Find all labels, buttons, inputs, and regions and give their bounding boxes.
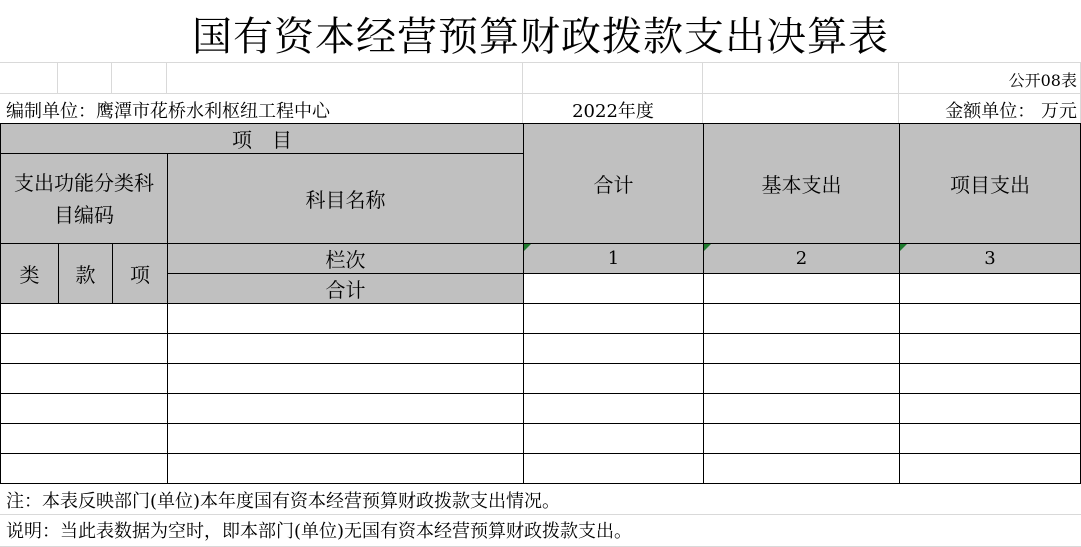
table-row-cell[interactable] <box>523 393 704 424</box>
table-row-cell[interactable] <box>167 303 524 334</box>
table-row-cell[interactable] <box>523 363 704 394</box>
table-row-cell[interactable] <box>0 423 168 454</box>
grid-cell <box>703 94 899 124</box>
amount-unit: 金额单位： 万元 <box>945 100 1077 122</box>
header-kuan: 款 <box>58 243 113 304</box>
table-row-cell[interactable] <box>703 393 900 424</box>
table-row-cell[interactable] <box>899 333 1081 364</box>
table-row-cell[interactable] <box>167 453 524 484</box>
note-line-2: 说明：当此表数据为空时，即本部门(单位)无国有资本经营预算财政拨款支出。 <box>6 521 633 542</box>
col-number-3-text: 3 <box>984 248 996 269</box>
header-project-expenditure: 项目支出 <box>899 123 1081 244</box>
table-row-cell[interactable] <box>0 363 168 394</box>
grid-cell <box>167 63 523 94</box>
table-row-cell[interactable] <box>523 453 704 484</box>
header-lei: 类 <box>0 243 59 304</box>
table-row-cell[interactable] <box>523 423 704 454</box>
table-row-cell[interactable] <box>703 423 900 454</box>
col-number-1-text: 1 <box>607 248 620 269</box>
grid-cell <box>58 63 112 94</box>
report-title: 国有资本经营预算财政拨款支出决算表 <box>192 13 889 60</box>
cell-marker-icon <box>524 244 531 251</box>
grid-cell <box>112 63 167 94</box>
cell-marker-icon <box>900 244 907 251</box>
compiling-unit-label: 编制单位： <box>6 100 96 122</box>
table-row-cell[interactable] <box>703 303 900 334</box>
table-row-cell[interactable] <box>899 393 1081 424</box>
header-project: 项 目 <box>0 123 524 154</box>
total-cell-3[interactable] <box>899 273 1081 304</box>
header-code-group: 支出功能分类科目编码 <box>0 153 168 244</box>
grid-cell <box>0 63 58 94</box>
table-row-cell[interactable] <box>0 453 168 484</box>
header-subject-name: 科目名称 <box>167 153 524 244</box>
table-row-cell[interactable] <box>703 333 900 364</box>
table-row-cell[interactable] <box>899 423 1081 454</box>
table-row-cell[interactable] <box>703 363 900 394</box>
total-cell-2[interactable] <box>703 273 900 304</box>
table-row-cell[interactable] <box>167 333 524 364</box>
cell-marker-icon <box>704 244 711 251</box>
note-line-1: 注：本表反映部门(单位)本年度国有资本经营预算财政拨款支出情况。 <box>6 491 561 512</box>
compiling-unit-name: 鹰潭市花桥水利枢纽工程中心 <box>96 100 330 122</box>
row-total-label: 合计 <box>167 273 524 304</box>
table-row-cell[interactable] <box>899 363 1081 394</box>
compiling-unit <box>6 95 521 124</box>
grid-cell <box>703 63 899 94</box>
table-row-cell[interactable] <box>167 423 524 454</box>
table-row-cell[interactable] <box>0 303 168 334</box>
header-xiang: 项 <box>112 243 168 304</box>
table-row-cell[interactable] <box>167 363 524 394</box>
header-basic-expenditure: 基本支出 <box>703 123 900 244</box>
total-cell-1[interactable] <box>523 273 704 304</box>
col-number-2-text: 2 <box>795 248 808 269</box>
grid-cell <box>523 63 703 94</box>
header-total: 合计 <box>523 123 704 244</box>
table-row-cell[interactable] <box>167 393 524 424</box>
table-row-cell[interactable] <box>0 393 168 424</box>
col-number-1 <box>523 243 704 274</box>
table-code: 公开08表 <box>1008 70 1077 90</box>
report-year: 2022年度 <box>572 100 654 122</box>
col-number-3 <box>899 243 1081 274</box>
table-row-cell[interactable] <box>899 453 1081 484</box>
table-row-cell[interactable] <box>703 453 900 484</box>
table-row-cell[interactable] <box>899 303 1081 334</box>
table-row-cell[interactable] <box>523 303 704 334</box>
row-lanci-label: 栏次 <box>167 243 524 274</box>
table-row-cell[interactable] <box>523 333 704 364</box>
col-number-2 <box>703 243 900 274</box>
table-row-cell[interactable] <box>0 333 168 364</box>
